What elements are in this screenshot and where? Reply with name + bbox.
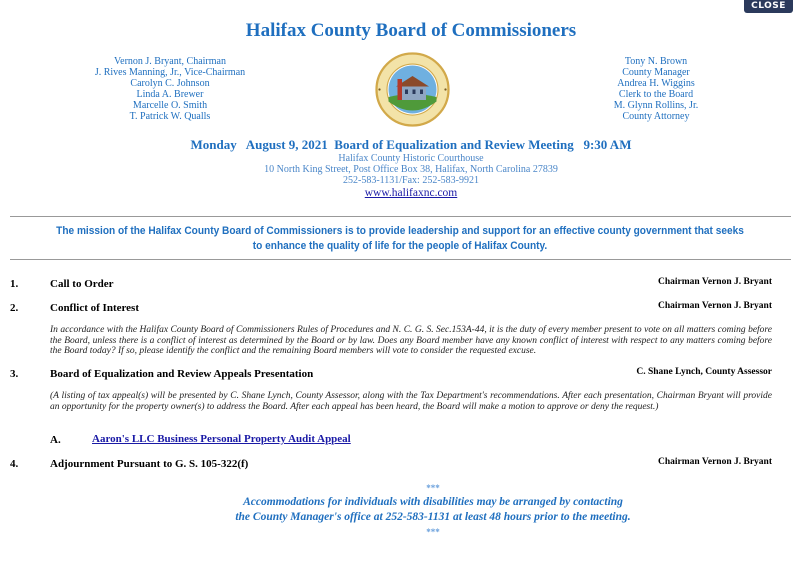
agenda-description: In accordance with the Halifax County Board of Commissioners Rules of Procedures and N. C. G. S. Sec.153A-44, it is the duty of every member present to vote on all matters coming before the Board, unless there is a conflict of interest as determined by the Board or by law. Does any Board member have any known conflict of interest with respect to any matters coming before the Board today? If so, please identify the conflict and the remaining Board members will vote to consider the requested excuse. [50,325,772,356]
staff-line: Tony N. Brown [624,56,688,67]
commissioner-name: Vernon J. Bryant, Chairman [114,56,226,67]
agenda-number: 1. [10,278,19,290]
divider [10,259,791,260]
staff-list [556,56,756,122]
county-seal-icon [375,52,450,127]
agenda-number: 4. [10,458,19,470]
agenda-number: 2. [10,302,19,314]
agenda-item-title: Adjournment Pursuant to G. S. 105-322(f) [50,458,249,470]
staff-line: Clerk to the Board [618,89,694,100]
address-line: 252-583-1131/Fax: 252-583-9921 [342,175,479,186]
accommodations-line: the County Manager's office at 252-583-1131 at least 48 hours prior to the meeting. [235,511,631,523]
accommodations-line: Accommodations for individuals with disabilities may be arranged by contacting [243,496,623,508]
subitem-letter: A. [50,434,61,446]
divider [10,216,791,217]
agenda-number: 3. [10,368,19,380]
staff-line: M. Glynn Rollins, Jr. [613,100,699,111]
agenda-item-title: Board of Equalization and Review Appeals Presentation [50,368,314,380]
agenda-presenter: Chairman Vernon J. Bryant [657,457,772,467]
accommodations-notice [0,495,797,525]
meeting-heading: Monday August 9, 2021 Board of Equalization and Review Meeting 9:30 AM [190,137,632,152]
appeal-link[interactable]: Aaron's LLC Business Personal Property Audit Appeal [92,433,351,445]
agenda-item-title: Conflict of Interest [50,302,139,314]
staff-line: County Attorney [622,111,690,122]
address-block [0,153,797,186]
staff-line: County Manager [622,67,690,78]
commissioners-list [70,56,270,122]
commissioner-name: J. Rives Manning, Jr., Vice-Chairman [94,67,246,78]
page-title: Halifax County Board of Commissioners [245,20,577,41]
address-line: Halifax County Historic Courthouse [338,153,484,164]
commissioner-name: Linda A. Brewer [136,89,204,100]
commissioner-name: Carolyn C. Johnson [130,78,210,89]
separator-stars: *** [426,527,440,537]
website-link[interactable]: www.halifaxnc.com [364,187,458,199]
commissioner-name: T. Patrick W. Qualls [129,111,211,122]
address-line: 10 North King Street, Post Office Box 38, Halifax, North Carolina 27839 [264,164,558,175]
close-button[interactable]: CLOSE [744,0,793,13]
agenda-presenter: C. Shane Lynch, County Assessor [636,367,772,377]
mission-statement: The mission of the Halifax County Board of Commissioners is to provide leadership and support for an effective county government that seeks to enhance the quality of life for the people of Halifax County. [56,225,744,252]
separator-stars: *** [426,483,440,493]
agenda-description: (A listing of tax appeal(s) will be presented by C. Shane Lynch, County Assessor, along with the Tax Department's recommendations. After each presentation, Chairman Bryant will provide an opportunity for the property owner(s) to address the Board. After each appeal has been heard, the Board will make a motion to approve or deny the request.) [50,391,772,412]
agenda-presenter: Chairman Vernon J. Bryant [657,277,772,287]
agenda-item-title: Call to Order [50,278,114,290]
commissioner-name: Marcelle O. Smith [132,100,208,111]
staff-line: Andrea H. Wiggins [617,78,695,89]
agenda-presenter: Chairman Vernon J. Bryant [657,301,772,311]
